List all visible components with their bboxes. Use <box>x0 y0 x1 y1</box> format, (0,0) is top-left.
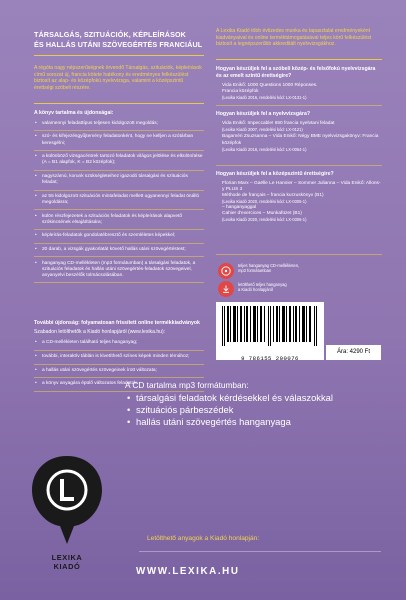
logo-text-line2: KIADÓ <box>53 562 81 571</box>
book-contents-list <box>34 121 204 284</box>
book-title: Vida Enikő: 1000 Questions 1000 Réponses. <box>222 82 318 88</box>
price-label: Ára: 4290 Ft <box>326 345 381 360</box>
list-item: • a hallás utáni szövegértés szövegeinek írott változata; <box>34 368 204 378</box>
download-note: Letölthető anyagok a Kiadó honlapján: <box>147 535 260 542</box>
list-item: • nagyszámú, korunk szükségleteihez igazodó társalgási és szituációs feladat; <box>34 174 204 191</box>
cd-badge-line: teljes hanganyag CD-mellékleten, <box>238 263 300 268</box>
novelty-heading: További újdonság: folyamatosan frissített online termékkiadványok <box>34 320 200 326</box>
list-item: • a könyv anyagára épülő változatos feladatok. <box>34 381 204 391</box>
logo-text-line1: LEXIKA <box>51 553 83 562</box>
book-subtitle: Francia középfok <box>222 88 259 94</box>
cd-badge-text <box>238 263 348 274</box>
list-item: • külön részfejezetek a szituációs feladatok és képleírások alapvető szókincsének elsajátítására; <box>34 214 204 231</box>
logo-text <box>24 553 110 571</box>
section-matura <box>216 171 382 223</box>
novelty-subheading: Szabadon letölthetők a Kiadó honlapjáról (www.lexika.hu): <box>34 328 166 335</box>
list-item: • társalgási feladatok kérdésekkel és válaszokkal <box>125 392 385 404</box>
list-item: • a CD-mellékleten található teljes hanganyag; <box>34 340 204 350</box>
website-link[interactable]: WWW.LEXIKA.HU <box>136 566 240 577</box>
book-ref: (Lexika Kiadó 2016, rendelési kód: LX-0131-1) <box>222 95 307 100</box>
cd-summary-heading: A CD tartalma mp3 formátumban: <box>125 380 249 390</box>
cd-icon <box>218 263 234 279</box>
about-rule <box>216 59 382 60</box>
about-paragraph: A Lexika Kiadó több évtizedes munka és tapasztalat eredményeként kiadványaival és online terméktámogatásával teljes körű felkészülést biztosít a legnépszerűbb akkreditált nyelvvizsgákhoz. <box>216 28 372 48</box>
book-title: Florian Marx – Gaëlle Le Hannier – Sommer Julianna – Vida Enikő: Allons-y PLUS 3 <box>222 180 381 192</box>
book-title: Vida Enikő: Impeccable! 650 francia nyelvtani feladat <box>222 120 335 126</box>
book-contents <box>34 110 204 287</box>
book-entry <box>216 134 382 152</box>
barcode-bars <box>216 302 324 350</box>
download-badge-text <box>238 282 348 293</box>
book-contents-heading: A könyv tartalma és újdonságai: <box>34 110 114 116</box>
section-exam <box>216 111 382 152</box>
book-title: – hanganyaggal <box>222 204 257 210</box>
cd-badge-line: mp3 formátumban <box>238 268 272 274</box>
list-item: • további, interaktív táblán is kivetíthető színes képek minden témához; <box>34 354 204 364</box>
book-ref: (Lexika Kiadó 2020, rendelési kód: LX-0306-1) <box>222 217 307 223</box>
book-subtitle: Cahier d'exercices – Munkafüzet (B1) <box>222 211 302 217</box>
list-item: • 20 darab, a vizsgák gyakorlatát követő hallás utáni szövegértéstest; <box>34 247 204 257</box>
page-title <box>34 30 204 49</box>
list-item: • szó- és kifejezésgyűjtemény feladatonként, hogy ne kelljen a szótárban keresgélni; <box>34 134 204 151</box>
book-subtitle: Méthode de français – francia kurzuskönyv (B1) <box>222 193 324 199</box>
list-item: • képleírás-feladatok gondolatébresztő és szemléletes képekkel; <box>34 233 204 243</box>
cd-summary <box>125 380 385 428</box>
book-ref: (Lexika Kiadó 2018, rendelési kód: LX-0064-1) <box>222 146 307 152</box>
list-item: • valamennyi feladattípus teljesen kidolgozott megoldás; <box>34 121 204 131</box>
section-rule <box>216 254 382 255</box>
cd-summary-list <box>125 392 385 428</box>
barcode <box>216 302 324 360</box>
section-rule <box>216 165 382 166</box>
book-entry <box>216 121 382 133</box>
barcode-digits: 9 786155 200076 <box>241 355 299 362</box>
title-line-1: TÁRSALGÁS, SZITUÁCIÓK, KÉPLEÍRÁSOK <box>34 30 186 39</box>
footer-rule <box>139 551 381 552</box>
list-item: • szituációs párbeszédek <box>125 404 385 416</box>
book-entry <box>216 83 382 101</box>
title-rule <box>34 55 204 56</box>
list-item: • hanganyag CD-mellékleten (mp3 formátumban) a társalgási feladatok, a szituációs feladatok és hallás utáni szövegértés-feladatok szövegeivel, anyanyelvi beszélők tolmácsolásában. <box>34 261 204 284</box>
list-item: • a különböző vizsgacéntrek tartozó feladatok világos jelölése és elkülönítése (A = B1 alapfok, K = B2 középfok); <box>34 154 204 171</box>
section-heading: Hogyan készüljek fel a középszintű érettségire? <box>216 171 334 177</box>
section-oral-exam <box>216 66 382 100</box>
logo-mark <box>24 452 110 548</box>
section-heading: Hogyan készüljek fel a nyelvvizsgára? <box>216 111 310 117</box>
list-item: • az 55 kidolgozott szituációs mintafeladat mellett ugyanennyi feladat önálló megoldásra; <box>34 194 204 211</box>
download-icon <box>218 281 234 297</box>
lexika-logo <box>24 452 110 572</box>
title-line-2: ÉS HALLÁS UTÁNI SZÖVEGÉRTÉS FRANCIÁUL <box>34 39 203 49</box>
download-badge-line: letölthető teljes hanganyag <box>238 282 287 287</box>
section-heading: Hogyan készüljek fel a szóbeli közép- és felsőfokú nyelvvizsgára és az emelt szintű érettségire? <box>216 66 376 79</box>
section-rule <box>216 105 382 106</box>
book-title: Bagaméri Zsuzsanna – Vida Enikő: Négy BME nyelvvizsgakönyv: Francia középfok <box>222 134 379 146</box>
download-badge-line: a Kiadó honlapjáról <box>238 287 274 293</box>
intro-paragraph: A régóta nagy népszerűségnek örvendő Társalgás, szituációk, képleírások című sorozat új, francia kötete hatékony és eredményes felkészülést biztosít az alap- és középfokú nyelvvizsga, valamint a középszintű érettségi szóbeli részére. <box>34 65 202 91</box>
intro-rule <box>34 103 204 104</box>
book-ref: (Lexika Kiadó 2007, rendelési kód: LX-0121) <box>222 127 303 132</box>
book-entry <box>216 181 382 223</box>
book-ref: (Lexika Kiadó 2020, rendelési kód: LX-0305-1) <box>222 199 307 205</box>
list-item: • hallás utáni szövegértés hanganyaga <box>125 416 385 428</box>
